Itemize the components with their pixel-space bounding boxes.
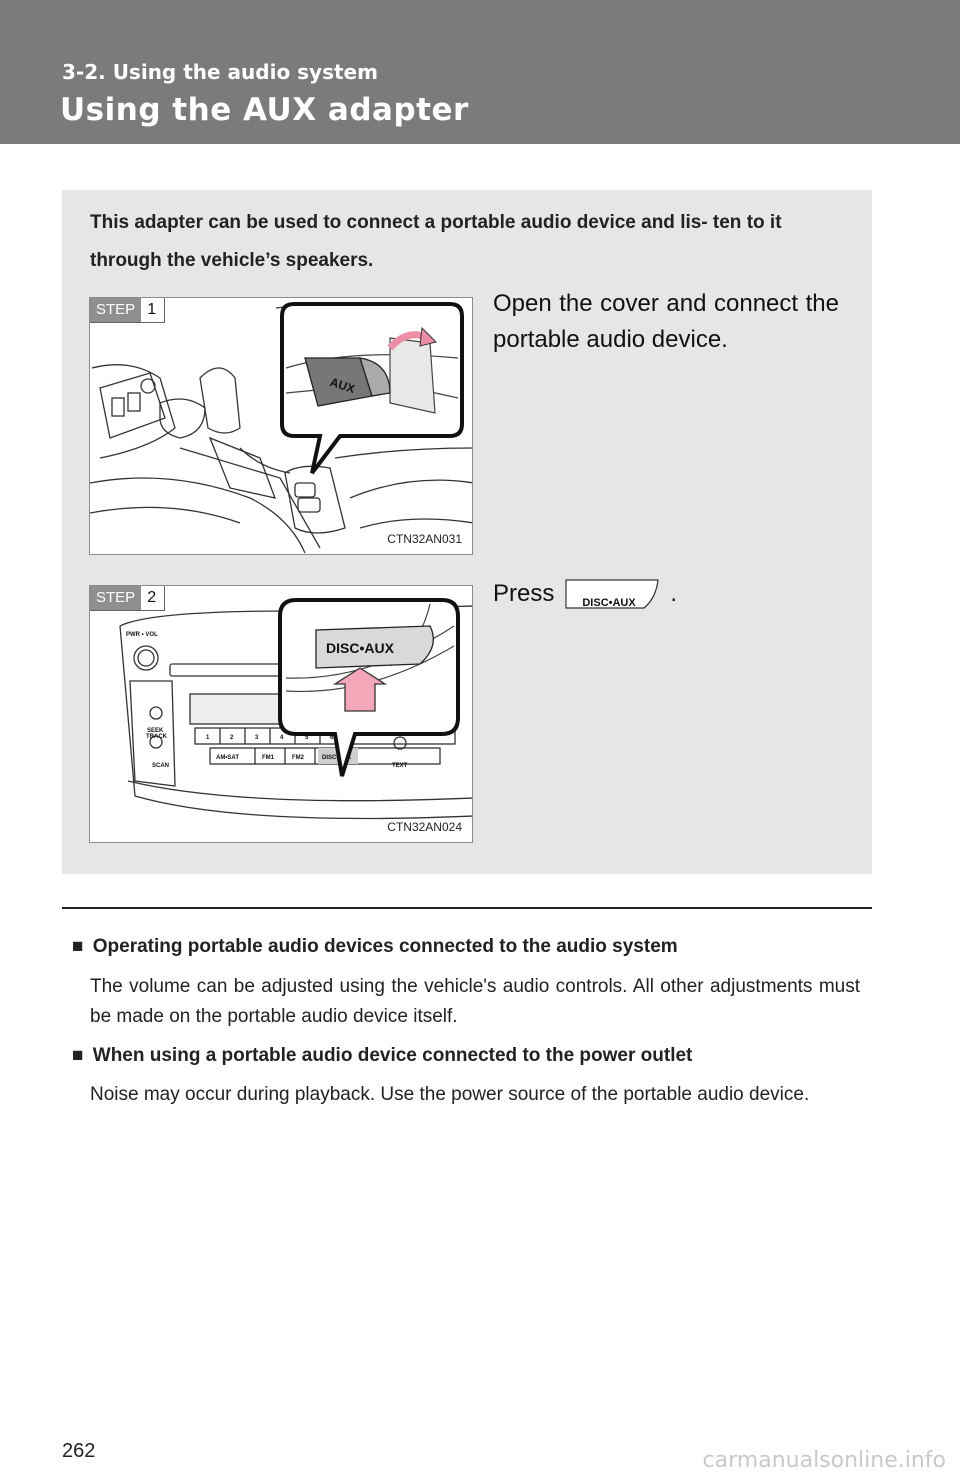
note-heading-2 — [72, 1045, 692, 1067]
preset-1: 1 — [206, 735, 210, 741]
preset-5: 5 — [305, 735, 309, 741]
preset-3: 3 — [255, 735, 259, 741]
seek-label: SEEK — [147, 728, 164, 734]
preset-6: 6 — [330, 735, 334, 741]
power-volume-label: PWR • VOL — [126, 632, 158, 638]
note-body-1: The volume can be adjusted using the vehicle's audio controls. All other adjustments must be made on the portable audio device itself. — [90, 976, 860, 1027]
band-fm1: FM1 — [262, 755, 274, 761]
scan-label: SCAN — [152, 763, 170, 769]
step1-text: Open the cover and connect the portable audio device. — [493, 290, 839, 353]
square-bullet-icon: ■ — [72, 1045, 84, 1066]
step-badge-number: 2 — [147, 589, 157, 606]
audio-panel-illustration — [90, 586, 473, 843]
disc-aux-button-label: DISC•AUX — [582, 597, 636, 609]
preset-4: 4 — [280, 735, 284, 741]
page-title: Using the AUX adapter — [60, 92, 469, 128]
section-divider — [62, 907, 872, 909]
note-heading-1 — [72, 936, 678, 958]
figure-code: CTN32AN024 — [387, 820, 462, 834]
step-badge-word: STEP — [90, 298, 141, 322]
band-fm2: FM2 — [292, 755, 304, 761]
track-label: TRACK — [146, 734, 167, 740]
disc-aux-button-icon — [564, 576, 664, 612]
step2-text-before: Press — [493, 580, 555, 607]
watermark: carmanualsonline.info — [702, 1448, 946, 1473]
preset-2: 2 — [230, 735, 234, 741]
step-badge-number: 1 — [147, 301, 157, 318]
step-badge-1 — [90, 298, 165, 323]
section-label: 3-2. Using the audio system — [62, 60, 378, 84]
aux-cover-label: AUX — [328, 374, 357, 397]
note-heading-text: Operating portable audio devices connected to the audio system — [92, 936, 678, 957]
band-am-sat: AM•SAT — [216, 755, 239, 761]
band-disc-aux: DISC•AUX — [322, 755, 352, 761]
note-body-2: Noise may occur during playback. Use the power source of the portable audio device. — [90, 1084, 810, 1105]
console-aux-illustration — [90, 298, 473, 555]
intro-text: This adapter can be used to connect a portable audio device and lis- ten to it through the vehicle’s speakers. — [90, 212, 782, 271]
step-badge-2 — [90, 586, 165, 611]
chapter-header — [0, 0, 960, 144]
step1-figure — [89, 297, 473, 555]
callout-disc-aux-label: DISC•AUX — [326, 640, 394, 656]
square-bullet-icon: ■ — [72, 936, 84, 957]
step2-figure — [89, 585, 473, 843]
step2-text — [493, 576, 677, 612]
page-number: 262 — [62, 1440, 96, 1462]
step2-text-after: . — [670, 580, 678, 607]
note-heading-text: When using a portable audio device connected to the power outlet — [92, 1045, 693, 1066]
step-badge-word: STEP — [90, 586, 141, 610]
figure-code: CTN32AN031 — [387, 532, 462, 546]
text-label: TEXT — [392, 763, 408, 769]
